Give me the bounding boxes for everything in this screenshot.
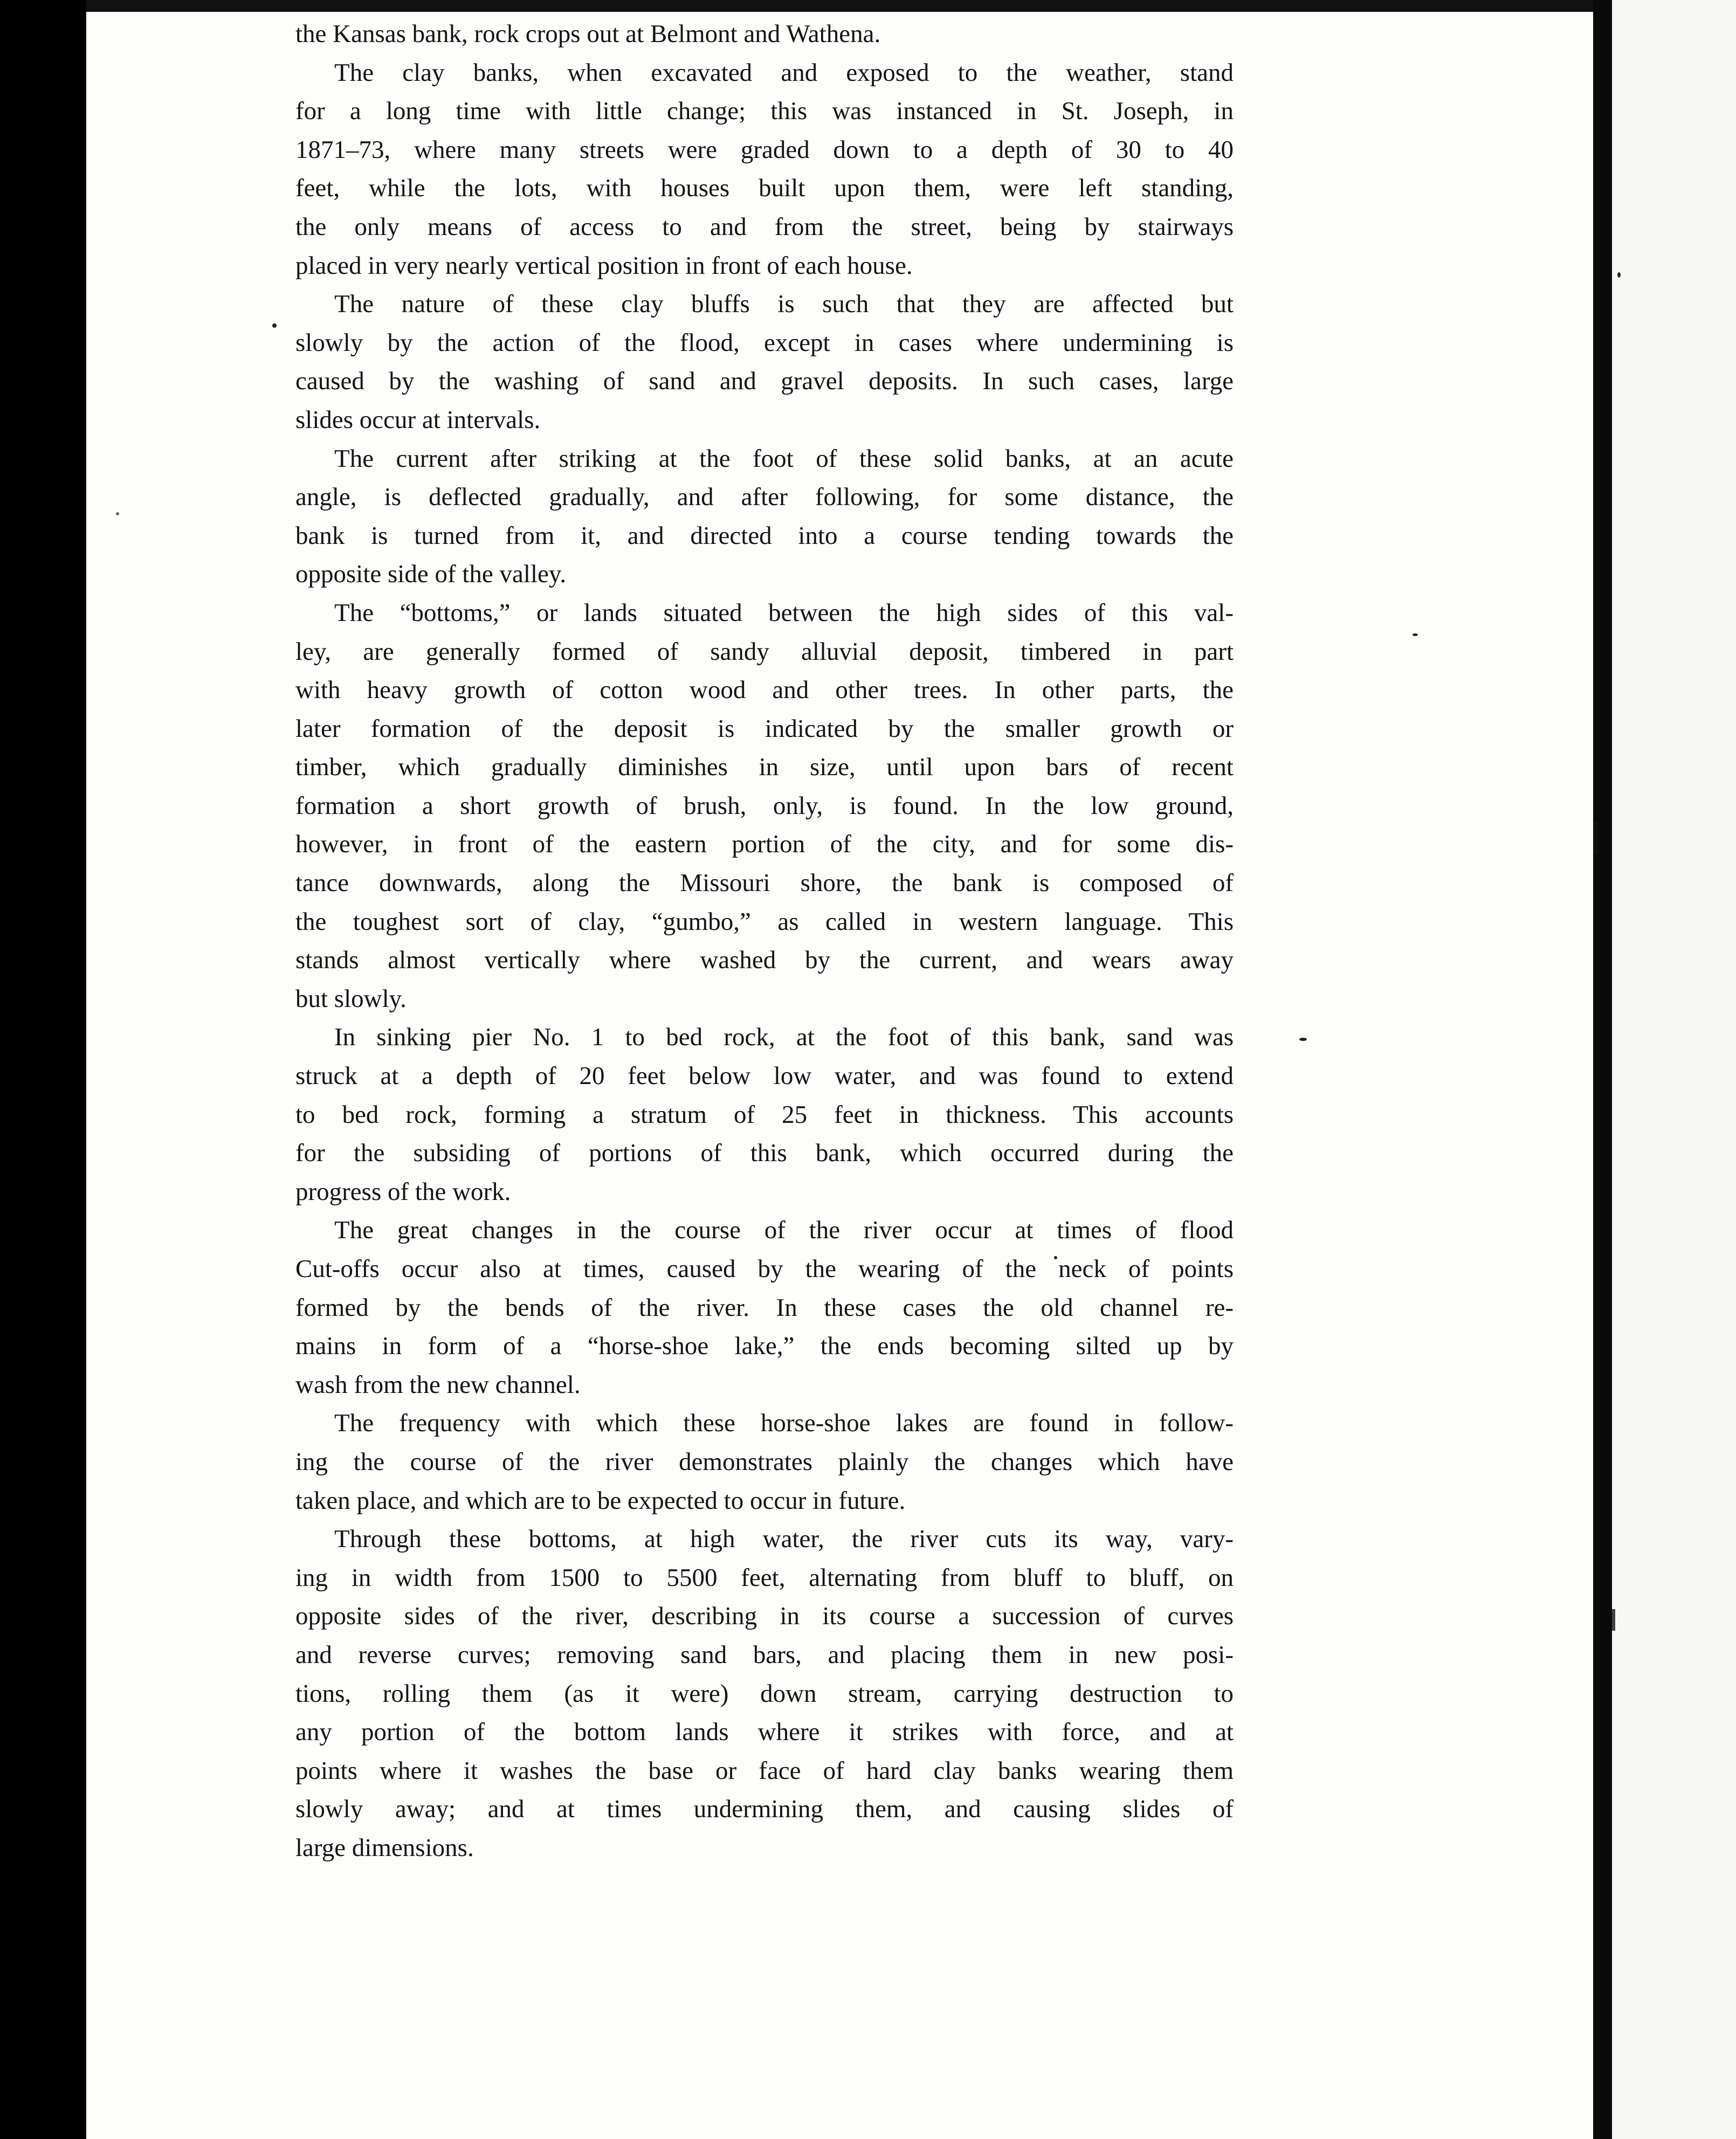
text-line: Cut-offs occur also at times, caused by the wearing of the neck of points	[295, 1255, 1234, 1283]
text-line: stands almost vertically where washed by the current, and wears away	[295, 946, 1234, 975]
text-line: points where it washes the base or face of hard clay banks wearing them	[295, 1756, 1234, 1785]
text-line: opposite sides of the river, describing in its course a succession of curves	[295, 1602, 1234, 1631]
text-line: The current after striking at the foot of these solid banks, at an acute	[334, 444, 1234, 473]
scan-speck	[1617, 272, 1621, 278]
top-scan-edge	[86, 0, 1593, 12]
text-line: mains in form of a “horse-shoe lake,” the ends becoming silted up by	[295, 1332, 1234, 1361]
text-line: later formation of the deposit is indicated by the smaller growth or	[295, 714, 1234, 743]
text-line: with heavy growth of cotton wood and other trees. In other parts, the	[295, 676, 1234, 705]
text-line: timber, which gradually diminishes in size, until upon bars of recent	[295, 753, 1234, 782]
binding-mark	[1612, 1609, 1615, 1631]
text-line: slowly away; and at times undermining them, and causing slides of	[295, 1795, 1234, 1824]
text-line: The great changes in the course of the river occur at times of flood	[334, 1216, 1234, 1245]
text-line: tance downwards, along the Missouri shore, the bank is composed of	[295, 869, 1234, 898]
page-gutter	[1593, 0, 1612, 2139]
text-line: slides occur at intervals.	[295, 405, 541, 434]
text-line: and reverse curves; removing sand bars, and placing them in new posi-	[295, 1640, 1234, 1669]
text-line: taken place, and which are to be expected to occur in future.	[295, 1486, 906, 1515]
text-line: ing the course of the river demonstrates plainly the changes which have	[295, 1447, 1234, 1476]
scan-speck	[1413, 633, 1418, 636]
binding-mark	[1593, 822, 1599, 854]
text-line: the only means of access to and from the street, being by stairways	[295, 212, 1234, 241]
text-line: ing in width from 1500 to 5500 feet, alternating from bluff to bluff, on	[295, 1563, 1234, 1592]
text-line: The “bottoms,” or lands situated between the high sides of this val-	[334, 598, 1234, 627]
text-line: for a long time with little change; this was instanced in St. Joseph, in	[295, 97, 1234, 126]
text-line: however, in front of the eastern portion of the city, and for some dis-	[295, 830, 1234, 859]
text-line: The clay banks, when excavated and exposed to the weather, stand	[334, 58, 1234, 87]
text-line: The frequency with which these horse-shoe lakes are found in follow-	[334, 1409, 1234, 1438]
text-line: In sinking pier No. 1 to bed rock, at the foot of this bank, sand was	[334, 1023, 1234, 1052]
text-line: but slowly.	[295, 984, 407, 1013]
text-line: placed in very nearly vertical position in front of each house.	[295, 251, 913, 280]
text-line: opposite side of the valley.	[295, 560, 567, 589]
text-line: ley, are generally formed of sandy alluvial deposit, timbered in part	[295, 637, 1234, 666]
text-line: progress of the work.	[295, 1177, 511, 1206]
text-line: formation a short growth of brush, only, is found. In the low ground,	[295, 791, 1234, 820]
scan-speck	[116, 512, 119, 515]
text-line: wash from the new channel.	[295, 1370, 581, 1399]
text-line: feet, while the lots, with houses built upon them, were left standing,	[295, 174, 1234, 203]
text-line: any portion of the bottom lands where it strikes with force, and at	[295, 1718, 1234, 1747]
body-text	[295, 15, 1234, 1868]
scan-speck	[272, 323, 277, 328]
text-line: Through these bottoms, at high water, the river cuts its way, vary-	[334, 1525, 1234, 1554]
text-line: caused by the washing of sand and gravel deposits. In such cases, large	[295, 367, 1234, 396]
text-line: angle, is deflected gradually, and after following, for some distance, the	[295, 483, 1234, 512]
text-line: the Kansas bank, rock crops out at Belmont and Wathena.	[295, 20, 881, 48]
text-line: 1871–73, where many streets were graded down to a depth of 30 to 40	[295, 135, 1234, 164]
text-line: The nature of these clay bluffs is such that they are affected but	[334, 290, 1234, 319]
text-line: bank is turned from it, and directed into a course tending towards the	[295, 521, 1234, 550]
adjacent-page-edge	[1612, 0, 1736, 2139]
text-line: the toughest sort of clay, “gumbo,” as called in western language. This	[295, 907, 1234, 936]
text-line: formed by the bends of the river. In these cases the old channel re-	[295, 1293, 1234, 1322]
text-line: to bed rock, forming a stratum of 25 feet in thickness. This accounts	[295, 1100, 1234, 1129]
text-line: tions, rolling them (as it were) down stream, carrying destruction to	[295, 1679, 1234, 1708]
text-line: slowly by the action of the flood, except in cases where undermining is	[295, 328, 1234, 357]
text-line: large dimensions.	[295, 1833, 474, 1862]
scan-speck	[1299, 1038, 1307, 1041]
text-line: struck at a depth of 20 feet below low water, and was found to extend	[295, 1062, 1234, 1091]
text-line: for the subsiding of portions of this bank, which occurred during the	[295, 1139, 1234, 1168]
